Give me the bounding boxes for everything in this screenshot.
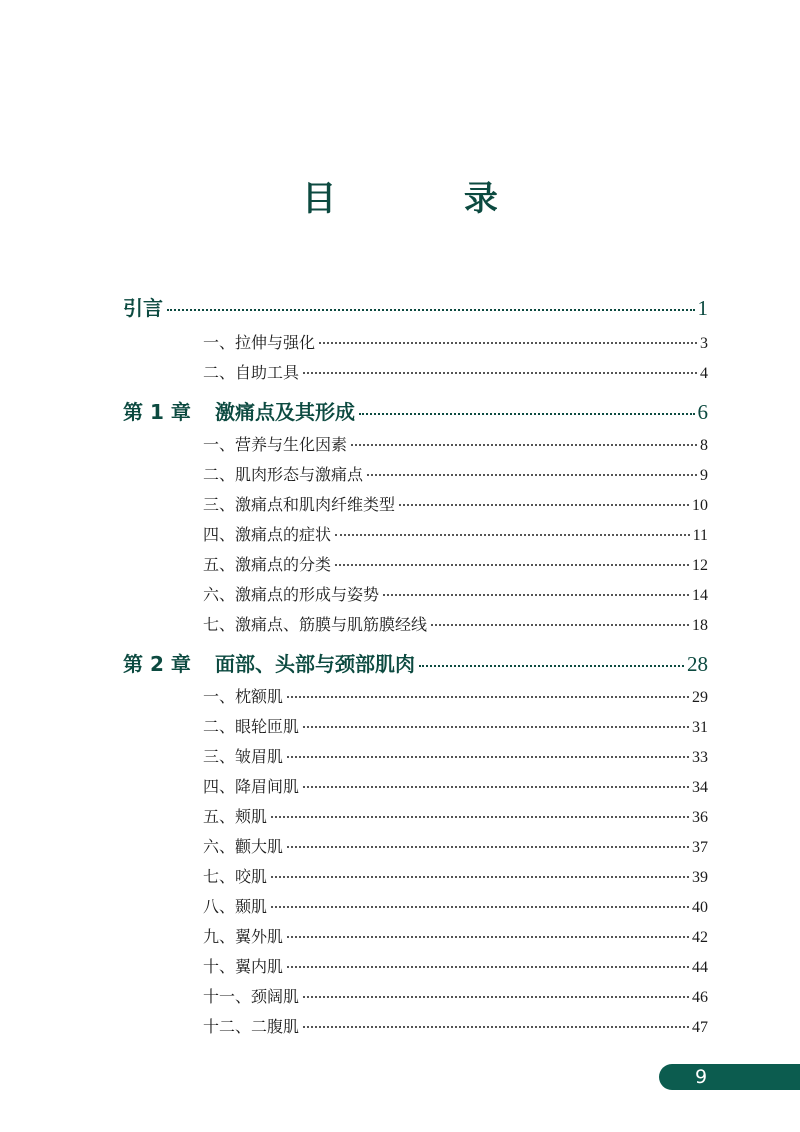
toc-section-entry[interactable] <box>203 864 708 887</box>
entry-title: 一、营养与生化因素 <box>203 435 348 454</box>
toc-entry-label <box>203 774 299 797</box>
toc-page-number: 37 <box>692 839 708 856</box>
toc-page-number: 3 <box>700 335 708 352</box>
entry-title: 十二、二腹肌 <box>203 1017 300 1036</box>
dot-leader <box>271 906 689 908</box>
toc-section-entry[interactable] <box>203 432 708 455</box>
toc-page-number: 46 <box>692 989 708 1006</box>
dot-leader <box>335 564 689 566</box>
entry-title: 面部、头部与颈部肌肉 <box>215 652 415 676</box>
dot-leader <box>271 876 689 878</box>
toc-section-entry[interactable] <box>203 1014 708 1037</box>
toc-page-number: 40 <box>692 899 708 916</box>
entry-title: 激痛点及其形成 <box>215 400 355 424</box>
toc-section-entry[interactable] <box>203 462 708 485</box>
toc-page-number: 34 <box>692 779 708 796</box>
entry-title: 七、激痛点、筋膜与肌筋膜经线 <box>203 615 428 634</box>
toc-section-entry[interactable] <box>203 552 708 575</box>
entry-title: 三、皱眉肌 <box>203 747 284 766</box>
toc-entry-label <box>203 804 267 827</box>
toc-section-entry[interactable] <box>203 714 708 737</box>
dot-leader <box>431 624 689 626</box>
toc-entry-label <box>203 684 283 707</box>
toc-entry-label <box>203 834 283 857</box>
toc-section-entry[interactable] <box>203 612 708 635</box>
toc-entry-label <box>123 396 355 425</box>
entry-title: 引言 <box>123 296 163 320</box>
page-title: 目 录 <box>302 179 556 219</box>
toc-section-entry[interactable] <box>203 774 708 797</box>
entry-title: 五、激痛点的分类 <box>203 555 332 574</box>
dot-leader <box>287 846 689 848</box>
toc-page-number: 12 <box>692 557 708 574</box>
dot-leader <box>303 726 689 728</box>
dot-leader <box>303 996 689 998</box>
entry-title: 十一、颈阔肌 <box>203 987 300 1006</box>
entry-title: 五、颊肌 <box>203 807 268 826</box>
dot-leader <box>287 756 689 758</box>
dot-leader <box>335 534 690 536</box>
toc-section-entry[interactable] <box>203 492 708 515</box>
toc-page-number: 31 <box>692 719 708 736</box>
toc-section-entry[interactable] <box>203 330 708 353</box>
toc-entry-label <box>203 492 395 515</box>
entry-title: 十、翼内肌 <box>203 957 284 976</box>
toc-section-entry[interactable] <box>203 834 708 857</box>
toc-page-number: 42 <box>692 929 708 946</box>
toc-page-number: 29 <box>692 689 708 706</box>
toc-chapter-entry[interactable] <box>123 292 708 321</box>
toc-entry-label <box>203 522 331 545</box>
dot-leader <box>419 665 684 667</box>
toc-entry-label <box>203 1014 299 1037</box>
toc-entry-label <box>203 552 331 575</box>
toc-page-number: 36 <box>692 809 708 826</box>
toc-page-number: 44 <box>692 959 708 976</box>
entry-title: 六、颧大肌 <box>203 837 284 856</box>
toc-page-number: 28 <box>687 652 708 676</box>
toc-page-number: 4 <box>700 365 708 382</box>
entry-title: 一、拉伸与强化 <box>203 333 316 352</box>
entry-title: 九、翼外肌 <box>203 927 284 946</box>
toc-entry-label <box>203 894 267 917</box>
entry-title: 三、激痛点和肌肉纤维类型 <box>203 495 396 514</box>
toc-entry-label <box>203 714 299 737</box>
toc-section-entry[interactable] <box>203 522 708 545</box>
toc-page-number: 11 <box>692 527 708 544</box>
toc-entry-label <box>203 954 283 977</box>
toc-entry-label <box>203 462 363 485</box>
toc-section-entry[interactable] <box>203 360 708 383</box>
dot-leader <box>303 786 689 788</box>
entry-title: 二、眼轮匝肌 <box>203 717 300 736</box>
toc-section-entry[interactable] <box>203 684 708 707</box>
toc-page-number: 14 <box>692 587 708 604</box>
entry-title: 七、咬肌 <box>203 867 268 886</box>
dot-leader <box>399 504 689 506</box>
toc-section-entry[interactable] <box>203 954 708 977</box>
chapter-number: 第 2 章 <box>123 652 191 676</box>
toc-page-number: 33 <box>692 749 708 766</box>
dot-leader <box>303 1026 689 1028</box>
dot-leader <box>287 966 689 968</box>
entry-title: 八、颞肌 <box>203 897 268 916</box>
dot-leader <box>367 474 697 476</box>
entry-title: 四、激痛点的症状 <box>203 525 332 544</box>
toc-page-number: 10 <box>692 497 708 514</box>
toc-chapter-entry[interactable] <box>123 396 708 425</box>
page-number-badge: 9 <box>659 1064 800 1090</box>
toc-page-number: 6 <box>697 400 708 424</box>
dot-leader <box>303 372 697 374</box>
toc-section-entry[interactable] <box>203 924 708 947</box>
dot-leader <box>287 936 689 938</box>
toc-section-entry[interactable] <box>203 744 708 767</box>
toc-entry-label <box>203 360 299 383</box>
toc-section-entry[interactable] <box>203 804 708 827</box>
toc-entry-label <box>203 984 299 1007</box>
entry-title: 四、降眉间肌 <box>203 777 300 796</box>
dot-leader <box>167 309 695 311</box>
toc-entry-label <box>203 612 427 635</box>
dot-leader <box>287 696 689 698</box>
entry-title: 六、激痛点的形成与姿势 <box>203 585 380 604</box>
toc-entry-label <box>203 744 283 767</box>
toc-page-number: 1 <box>697 296 708 320</box>
chapter-number: 第 1 章 <box>123 400 191 424</box>
dot-leader <box>359 413 695 415</box>
toc-chapter-entry[interactable] <box>123 648 708 677</box>
dot-leader <box>271 816 689 818</box>
toc-section-entry[interactable] <box>203 582 708 605</box>
toc-entry-label <box>123 648 415 677</box>
dot-leader <box>319 342 697 344</box>
toc-entry-label <box>123 292 163 321</box>
entry-title: 二、自助工具 <box>203 363 300 382</box>
toc-page-number: 47 <box>692 1019 708 1036</box>
toc-entry-label <box>203 864 267 887</box>
entry-title: 二、肌肉形态与激痛点 <box>203 465 364 484</box>
toc-entry-label <box>203 924 283 947</box>
toc-entry-label <box>203 582 379 605</box>
toc-section-entry[interactable] <box>203 984 708 1007</box>
dot-leader <box>351 444 697 446</box>
toc-entry-label <box>203 432 347 455</box>
toc-page-number: 8 <box>700 437 708 454</box>
toc-page-number: 18 <box>692 617 708 634</box>
dot-leader <box>383 594 689 596</box>
toc-entry-label <box>203 330 315 353</box>
toc-section-entry[interactable] <box>203 894 708 917</box>
toc-page-number: 39 <box>692 869 708 886</box>
entry-title: 一、枕额肌 <box>203 687 284 706</box>
toc-page-number: 9 <box>700 467 708 484</box>
